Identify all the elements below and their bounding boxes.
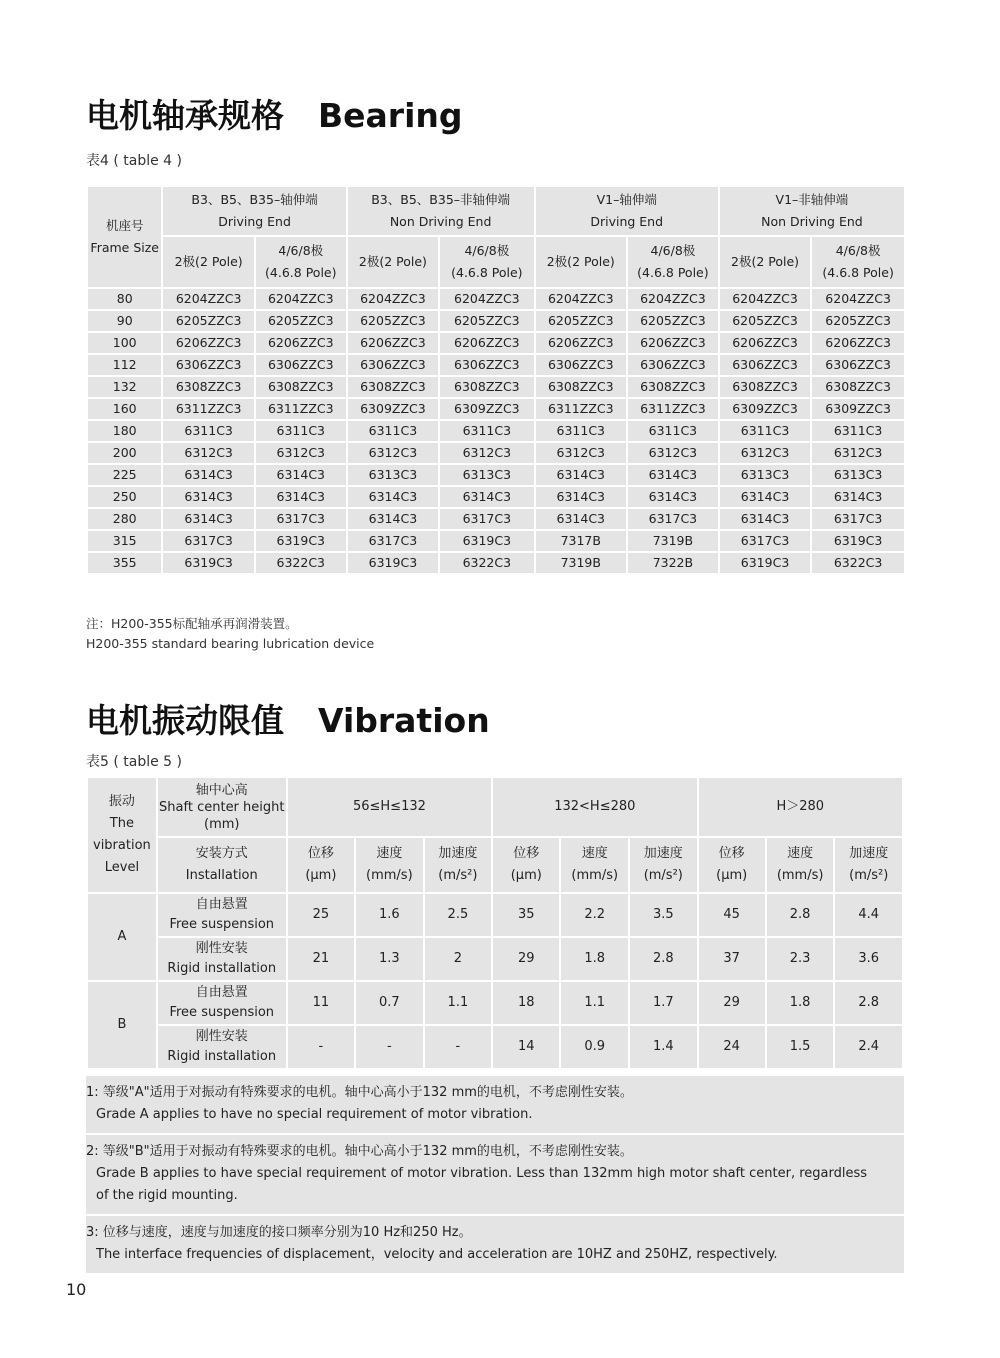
vibration-note bbox=[86, 1135, 904, 1216]
vibration-value-cell: 0.9 bbox=[560, 1025, 629, 1069]
bearing-cell: 7319B bbox=[535, 552, 627, 574]
bearing-table bbox=[86, 185, 906, 575]
vibration-value-cell: 35 bbox=[492, 893, 560, 937]
height-range-header: 132<H≤280 bbox=[492, 777, 697, 837]
bearing-cell: 6306ZZC3 bbox=[535, 354, 627, 376]
bearing-cell: 6206ZZC3 bbox=[255, 332, 347, 354]
bearing-cell: 6314C3 bbox=[255, 464, 347, 486]
bearing-cell: 6322C3 bbox=[811, 552, 905, 574]
bearing-cell: 6206ZZC3 bbox=[439, 332, 534, 354]
bearing-cell: 6306ZZC3 bbox=[255, 354, 347, 376]
bearing-cell: 6309ZZC3 bbox=[439, 398, 534, 420]
pole-468-cn: 4/6/8极 bbox=[835, 243, 881, 258]
bearing-cell: 6314C3 bbox=[627, 464, 719, 486]
group-label-en: Non Driving End bbox=[389, 214, 492, 229]
frame-size-cell: 315 bbox=[87, 530, 162, 552]
bearing-cell: 6317C3 bbox=[162, 530, 254, 552]
bearing-cell: 6314C3 bbox=[347, 508, 439, 530]
bearing-cell: 6312C3 bbox=[627, 442, 719, 464]
vibration-value-cell: 1.8 bbox=[560, 937, 629, 981]
vibration-value-cell: - bbox=[355, 1025, 424, 1069]
vibration-note bbox=[86, 1216, 904, 1275]
table-row bbox=[87, 332, 905, 354]
bearing-cell: 6306ZZC3 bbox=[347, 354, 439, 376]
frame-size-cell: 355 bbox=[87, 552, 162, 574]
table-row bbox=[87, 981, 903, 1025]
bearing-cell: 6308ZZC3 bbox=[719, 376, 811, 398]
table-row bbox=[87, 486, 905, 508]
bearing-cell: 6314C3 bbox=[535, 464, 627, 486]
frame-size-cell: 250 bbox=[87, 486, 162, 508]
installation-cell bbox=[157, 937, 287, 981]
measure-header bbox=[287, 837, 355, 893]
vibration-value-cell: 11 bbox=[287, 981, 355, 1025]
bearing-cell: 6308ZZC3 bbox=[347, 376, 439, 398]
measure-unit: (μm) bbox=[305, 868, 337, 883]
vibration-value-cell: 14 bbox=[492, 1025, 560, 1069]
bearing-cell: 6205ZZC3 bbox=[255, 310, 347, 332]
frame-size-cell: 132 bbox=[87, 376, 162, 398]
vibration-title-cn: 电机振动限值 bbox=[86, 701, 284, 740]
pole-2-header: 2极(2 Pole) bbox=[162, 236, 254, 288]
group-label-en: Driving End bbox=[218, 214, 291, 229]
table-row bbox=[87, 310, 905, 332]
bearing-title bbox=[86, 90, 463, 137]
bearing-cell: 6309ZZC3 bbox=[347, 398, 439, 420]
installation-en: Free suspension bbox=[169, 1005, 275, 1020]
measure-header bbox=[560, 837, 629, 893]
bearing-cell: 6311ZZC3 bbox=[162, 398, 254, 420]
pole-2-header: 2极(2 Pole) bbox=[347, 236, 439, 288]
frame-size-cn: 机座号 bbox=[105, 218, 144, 233]
vibration-value-cell: 2.2 bbox=[560, 893, 629, 937]
vibration-value-cell: 1.1 bbox=[424, 981, 492, 1025]
vibration-value-cell: 1.4 bbox=[629, 1025, 697, 1069]
shaft-en-2: (mm) bbox=[204, 816, 240, 832]
bearing-cell: 6313C3 bbox=[439, 464, 534, 486]
bearing-cell: 6317C3 bbox=[347, 530, 439, 552]
bearing-group-header bbox=[719, 186, 905, 236]
level-cn: 振动 bbox=[108, 794, 135, 809]
vibration-title-en: Vibration bbox=[318, 701, 490, 740]
vibration-value-cell: 37 bbox=[698, 937, 766, 981]
page-number: 10 bbox=[66, 1280, 87, 1299]
height-range-header: H＞280 bbox=[698, 777, 903, 837]
measure-cn: 加速度 bbox=[849, 846, 889, 861]
measure-header bbox=[698, 837, 766, 893]
bearing-cell: 6314C3 bbox=[719, 486, 811, 508]
bearing-cell: 6306ZZC3 bbox=[719, 354, 811, 376]
vibration-value-cell: 18 bbox=[492, 981, 560, 1025]
bearing-group-header bbox=[347, 186, 535, 236]
bearing-cell: 6322C3 bbox=[255, 552, 347, 574]
vibration-value-cell: 2.8 bbox=[834, 981, 903, 1025]
bearing-cell: 6314C3 bbox=[811, 486, 905, 508]
bearing-cell: 6314C3 bbox=[347, 486, 439, 508]
bearing-note-cn: 注：H200-355标配轴承再润滑装置。 bbox=[86, 616, 298, 631]
bearing-cell: 7322B bbox=[627, 552, 719, 574]
bearing-cell: 6317C3 bbox=[255, 508, 347, 530]
frame-size-cell: 80 bbox=[87, 288, 162, 310]
vibration-level-header bbox=[87, 777, 157, 893]
bearing-note-en: H200-355 standard bearing lubrication device bbox=[86, 636, 375, 651]
vibration-level-cell: B bbox=[87, 981, 157, 1069]
vibration-value-cell: 29 bbox=[492, 937, 560, 981]
vibration-value-cell: 4.4 bbox=[834, 893, 903, 937]
vibration-value-cell: - bbox=[287, 1025, 355, 1069]
installation-cn: 自由悬置 bbox=[195, 985, 248, 1000]
vibration-notes bbox=[86, 1076, 904, 1275]
bearing-cell: 6308ZZC3 bbox=[811, 376, 905, 398]
bearing-cell: 6319C3 bbox=[719, 552, 811, 574]
bearing-cell: 6306ZZC3 bbox=[162, 354, 254, 376]
table-row bbox=[87, 1025, 903, 1069]
group-label-cn: V1–轴伸端 bbox=[596, 192, 657, 207]
note-en: of the rigid mounting. bbox=[96, 1188, 238, 1203]
bearing-cell: 6313C3 bbox=[719, 464, 811, 486]
pole-468-cn: 4/6/8极 bbox=[464, 243, 510, 258]
vibration-table bbox=[86, 776, 904, 1070]
bearing-cell: 7319B bbox=[627, 530, 719, 552]
bearing-cell: 6314C3 bbox=[162, 486, 254, 508]
bearing-cell: 6204ZZC3 bbox=[719, 288, 811, 310]
installation-en: Rigid installation bbox=[167, 1049, 277, 1064]
measure-header bbox=[629, 837, 697, 893]
vibration-value-cell: 25 bbox=[287, 893, 355, 937]
pole-468-en: (4.6.8 Pole) bbox=[265, 265, 337, 280]
bearing-cell: 6206ZZC3 bbox=[719, 332, 811, 354]
pole-468-en: (4.6.8 Pole) bbox=[451, 265, 523, 280]
bearing-cell: 6309ZZC3 bbox=[811, 398, 905, 420]
bearing-cell: 6205ZZC3 bbox=[439, 310, 534, 332]
table-row bbox=[87, 552, 905, 574]
table-row bbox=[87, 420, 905, 442]
table4-caption: 表4 ( table 4 ) bbox=[86, 153, 182, 169]
frame-size-header bbox=[87, 186, 162, 288]
bearing-cell: 6314C3 bbox=[535, 486, 627, 508]
bearing-cell: 6206ZZC3 bbox=[535, 332, 627, 354]
pole-2-header: 2极(2 Pole) bbox=[535, 236, 627, 288]
measure-unit: (m/s²) bbox=[438, 868, 478, 883]
bearing-title-en: Bearing bbox=[318, 96, 463, 135]
pole-468-header bbox=[439, 236, 534, 288]
group-label-en: Driving End bbox=[590, 214, 664, 229]
bearing-cell: 6204ZZC3 bbox=[627, 288, 719, 310]
vibration-value-cell: 1.1 bbox=[560, 981, 629, 1025]
measure-unit: (m/s²) bbox=[849, 868, 889, 883]
bearing-group-header bbox=[162, 186, 346, 236]
bearing-cell: 6204ZZC3 bbox=[811, 288, 905, 310]
installation-cell bbox=[157, 893, 287, 937]
bearing-cell: 6314C3 bbox=[162, 464, 254, 486]
measure-unit: (mm/s) bbox=[571, 868, 619, 883]
bearing-cell: 6312C3 bbox=[719, 442, 811, 464]
measure-unit: (m/s²) bbox=[643, 868, 683, 883]
frame-size-en: Frame Size bbox=[90, 240, 160, 255]
measure-cn: 速度 bbox=[376, 846, 403, 861]
vibration-note bbox=[86, 1076, 904, 1135]
table-row bbox=[87, 893, 903, 937]
note-en: Grade A applies to have no special requirement of motor vibration. bbox=[96, 1107, 533, 1122]
bearing-cell: 6313C3 bbox=[347, 464, 439, 486]
bearing-cell: 6314C3 bbox=[535, 508, 627, 530]
vibration-value-cell: 1.3 bbox=[355, 937, 424, 981]
vibration-value-cell: 2.8 bbox=[629, 937, 697, 981]
bearing-cell: 6308ZZC3 bbox=[535, 376, 627, 398]
pole-468-cn: 4/6/8极 bbox=[650, 243, 696, 258]
bearing-cell: 6311C3 bbox=[162, 420, 254, 442]
shaft-height-header bbox=[157, 777, 287, 837]
bearing-cell: 6312C3 bbox=[535, 442, 627, 464]
bearing-cell: 6306ZZC3 bbox=[627, 354, 719, 376]
frame-size-cell: 112 bbox=[87, 354, 162, 376]
bearing-cell: 6319C3 bbox=[811, 530, 905, 552]
bearing-cell: 6311C3 bbox=[255, 420, 347, 442]
vibration-value-cell: 3.5 bbox=[629, 893, 697, 937]
measure-cn: 位移 bbox=[718, 846, 745, 861]
bearing-cell: 6206ZZC3 bbox=[347, 332, 439, 354]
installation-en: Rigid installation bbox=[167, 961, 277, 976]
bearing-cell: 6306ZZC3 bbox=[439, 354, 534, 376]
bearing-cell: 6308ZZC3 bbox=[627, 376, 719, 398]
frame-size-cell: 280 bbox=[87, 508, 162, 530]
bearing-title-cn: 电机轴承规格 bbox=[86, 96, 284, 135]
level-en-3: Level bbox=[104, 860, 140, 875]
table-row bbox=[87, 530, 905, 552]
table-row bbox=[87, 442, 905, 464]
bearing-cell: 6314C3 bbox=[255, 486, 347, 508]
bearing-cell: 6204ZZC3 bbox=[162, 288, 254, 310]
bearing-cell: 6314C3 bbox=[162, 508, 254, 530]
bearing-cell: 6311C3 bbox=[535, 420, 627, 442]
install-cn: 安装方式 bbox=[195, 846, 248, 861]
level-en-2: vibration bbox=[93, 838, 151, 853]
installation-en: Free suspension bbox=[169, 917, 275, 932]
vibration-value-cell: 2.8 bbox=[766, 893, 835, 937]
bearing-cell: 6313C3 bbox=[811, 464, 905, 486]
height-range-header: 56≤H≤132 bbox=[287, 777, 492, 837]
measure-unit: (mm/s) bbox=[776, 868, 824, 883]
bearing-cell: 6314C3 bbox=[627, 486, 719, 508]
bearing-cell: 6312C3 bbox=[811, 442, 905, 464]
bearing-cell: 6205ZZC3 bbox=[535, 310, 627, 332]
vibration-value-cell: 24 bbox=[698, 1025, 766, 1069]
measure-header bbox=[492, 837, 560, 893]
group-label-cn: B3、B5、B35–轴伸端 bbox=[191, 192, 318, 207]
frame-size-cell: 90 bbox=[87, 310, 162, 332]
installation-cn: 自由悬置 bbox=[195, 897, 248, 912]
table-row bbox=[87, 354, 905, 376]
frame-size-cell: 225 bbox=[87, 464, 162, 486]
bearing-cell: 6309ZZC3 bbox=[719, 398, 811, 420]
vibration-value-cell: 45 bbox=[698, 893, 766, 937]
pole-2-header: 2极(2 Pole) bbox=[719, 236, 811, 288]
bearing-cell: 6308ZZC3 bbox=[255, 376, 347, 398]
group-label-en: Non Driving End bbox=[761, 214, 863, 229]
table-row bbox=[87, 376, 905, 398]
vibration-title bbox=[86, 695, 490, 742]
table-row bbox=[87, 464, 905, 486]
vibration-value-cell: 0.7 bbox=[355, 981, 424, 1025]
measure-cn: 速度 bbox=[581, 846, 608, 861]
vibration-level-cell: A bbox=[87, 893, 157, 981]
vibration-value-cell: 1.5 bbox=[766, 1025, 835, 1069]
measure-cn: 加速度 bbox=[643, 846, 683, 861]
measure-cn: 速度 bbox=[787, 846, 814, 861]
bearing-cell: 6311C3 bbox=[627, 420, 719, 442]
pole-468-header bbox=[811, 236, 905, 288]
table-row bbox=[87, 508, 905, 530]
bearing-cell: 6317C3 bbox=[627, 508, 719, 530]
bearing-cell: 6311ZZC3 bbox=[627, 398, 719, 420]
bearing-cell: 6312C3 bbox=[255, 442, 347, 464]
frame-size-cell: 200 bbox=[87, 442, 162, 464]
measure-header bbox=[424, 837, 492, 893]
bearing-group-header bbox=[535, 186, 719, 236]
bearing-cell: 6204ZZC3 bbox=[347, 288, 439, 310]
bearing-cell: 6311ZZC3 bbox=[535, 398, 627, 420]
measure-unit: (μm) bbox=[716, 868, 748, 883]
bearing-cell: 6306ZZC3 bbox=[811, 354, 905, 376]
vibration-value-cell: 2 bbox=[424, 937, 492, 981]
bearing-cell: 6205ZZC3 bbox=[347, 310, 439, 332]
measure-cn: 位移 bbox=[307, 846, 334, 861]
installation-header bbox=[157, 837, 287, 893]
bearing-cell: 6206ZZC3 bbox=[627, 332, 719, 354]
shaft-en-1: Shaft center height bbox=[159, 799, 285, 815]
group-label-cn: B3、B5、B35–非轴伸端 bbox=[371, 192, 511, 207]
measure-header bbox=[834, 837, 903, 893]
installation-cell bbox=[157, 1025, 287, 1069]
note-en: The interface frequencies of displacement，velocity and acceleration are 10HZ and 250HZ, respectively. bbox=[96, 1247, 778, 1262]
installation-cell bbox=[157, 981, 287, 1025]
bearing-cell: 6204ZZC3 bbox=[255, 288, 347, 310]
bearing-cell: 6312C3 bbox=[439, 442, 534, 464]
pole-468-en: (4.6.8 Pole) bbox=[822, 265, 894, 280]
bearing-cell: 6205ZZC3 bbox=[162, 310, 254, 332]
note-cn: 3: 位移与速度，速度与加速度的接口频率分别为10 Hz和250 Hz。 bbox=[86, 1225, 472, 1240]
bearing-cell: 6314C3 bbox=[719, 508, 811, 530]
bearing-cell: 6206ZZC3 bbox=[811, 332, 905, 354]
bearing-cell: 6205ZZC3 bbox=[719, 310, 811, 332]
bearing-cell: 6319C3 bbox=[255, 530, 347, 552]
pole-468-en: (4.6.8 Pole) bbox=[637, 265, 709, 280]
table-row bbox=[87, 288, 905, 310]
installation-cn: 刚性安装 bbox=[195, 941, 248, 956]
bearing-cell: 6311C3 bbox=[811, 420, 905, 442]
bearing-cell: 6204ZZC3 bbox=[535, 288, 627, 310]
bearing-cell: 6319C3 bbox=[162, 552, 254, 574]
note-en: Grade B applies to have special requirement of motor vibration. Less than 132mm high motor shaft center, regardless bbox=[96, 1166, 868, 1181]
bearing-cell: 6311C3 bbox=[347, 420, 439, 442]
bearing-cell: 6319C3 bbox=[347, 552, 439, 574]
bearing-cell: 6317C3 bbox=[719, 530, 811, 552]
bearing-cell: 6311ZZC3 bbox=[255, 398, 347, 420]
measure-unit: (mm/s) bbox=[366, 868, 413, 883]
bearing-cell: 6319C3 bbox=[439, 530, 534, 552]
bearing-cell: 6312C3 bbox=[347, 442, 439, 464]
vibration-value-cell: 3.6 bbox=[834, 937, 903, 981]
vibration-value-cell: - bbox=[424, 1025, 492, 1069]
bearing-cell: 6206ZZC3 bbox=[162, 332, 254, 354]
measure-cn: 加速度 bbox=[438, 846, 478, 861]
installation-cn: 刚性安装 bbox=[195, 1029, 248, 1044]
table-row bbox=[87, 398, 905, 420]
measure-cn: 位移 bbox=[513, 846, 540, 861]
bearing-cell: 6317C3 bbox=[439, 508, 534, 530]
vibration-value-cell: 1.8 bbox=[766, 981, 835, 1025]
measure-unit: (μm) bbox=[510, 868, 542, 883]
bearing-cell: 6311C3 bbox=[439, 420, 534, 442]
bearing-cell: 6308ZZC3 bbox=[439, 376, 534, 398]
vibration-value-cell: 2.4 bbox=[834, 1025, 903, 1069]
install-en: Installation bbox=[185, 868, 258, 883]
bearing-cell: 6312C3 bbox=[162, 442, 254, 464]
level-en-1: The bbox=[109, 816, 134, 831]
table5-caption: 表5 ( table 5 ) bbox=[86, 754, 182, 770]
frame-size-cell: 100 bbox=[87, 332, 162, 354]
pole-468-header bbox=[627, 236, 719, 288]
pole-468-cn: 4/6/8极 bbox=[278, 243, 324, 258]
frame-size-cell: 160 bbox=[87, 398, 162, 420]
vibration-value-cell: 2.5 bbox=[424, 893, 492, 937]
bearing-cell: 6314C3 bbox=[439, 486, 534, 508]
bearing-cell: 6205ZZC3 bbox=[627, 310, 719, 332]
vibration-value-cell: 1.6 bbox=[355, 893, 424, 937]
vibration-value-cell: 1.7 bbox=[629, 981, 697, 1025]
measure-header bbox=[355, 837, 424, 893]
pole-468-header bbox=[255, 236, 347, 288]
bearing-cell: 6311C3 bbox=[719, 420, 811, 442]
shaft-cn: 轴中心高 bbox=[195, 782, 248, 798]
vibration-value-cell: 21 bbox=[287, 937, 355, 981]
vibration-value-cell: 29 bbox=[698, 981, 766, 1025]
note-cn: 1: 等级"A"适用于对振动有特殊要求的电机。轴中心高小于132 mm的电机，不考虑刚性安装。 bbox=[86, 1085, 633, 1100]
bearing-cell: 6317C3 bbox=[811, 508, 905, 530]
bearing-cell: 6308ZZC3 bbox=[162, 376, 254, 398]
bearing-cell: 7317B bbox=[535, 530, 627, 552]
bearing-cell: 6322C3 bbox=[439, 552, 534, 574]
table-row bbox=[87, 937, 903, 981]
bearing-cell: 6204ZZC3 bbox=[439, 288, 534, 310]
frame-size-cell: 180 bbox=[87, 420, 162, 442]
group-label-cn: V1–非轴伸端 bbox=[775, 192, 849, 207]
note-cn: 2: 等级"B"适用于对振动有特殊要求的电机。轴中心高小于132 mm的电机，不考虑刚性安装。 bbox=[86, 1144, 633, 1159]
bearing-cell: 6205ZZC3 bbox=[811, 310, 905, 332]
vibration-value-cell: 2.3 bbox=[766, 937, 835, 981]
measure-header bbox=[766, 837, 835, 893]
